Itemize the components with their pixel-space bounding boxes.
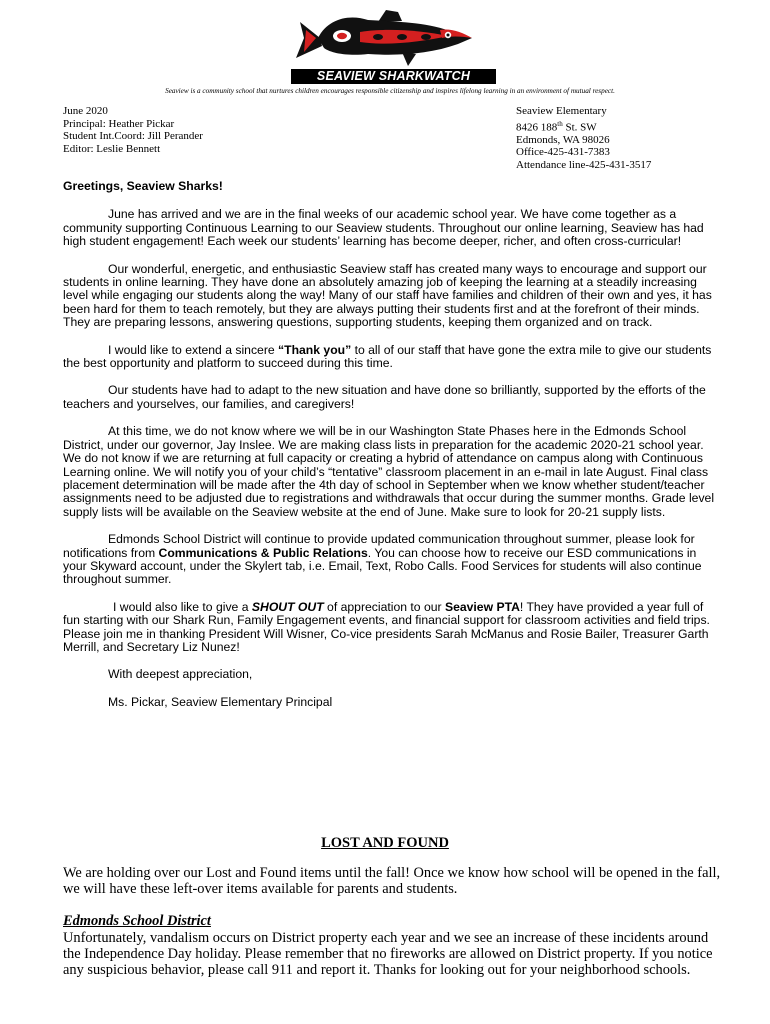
- lost-and-found-body: We are holding over our Lost and Found items until the fall! Once we know how school will be opened in the fall, we will have these left-over items available for parents and students.: [63, 865, 721, 898]
- city-line: Edmonds, WA 98026: [516, 133, 610, 146]
- letter-paragraph: Edmonds School District will continue to provide updated communication throughout summer, please look for notifications from Communications & Public Relations. You can choose how to receive our ESD communications in your Skyward account, under the Skylert tab, i.e. Email, Text, Robo Calls. Food Services for students will also continue throughout summer.: [63, 532, 702, 587]
- letter-closing: With deepest appreciation,: [108, 667, 253, 682]
- office-phone: Office-425-431-7383: [516, 146, 610, 159]
- header-left: [63, 105, 203, 155]
- shark-logo-icon: [290, 8, 500, 78]
- letter-paragraph: Our students have had to adapt to the new situation and have done so brilliantly, supported by the efforts of the teachers and yourselves, our families, and caregivers!: [63, 383, 706, 411]
- letter-paragraph: I would also like to give a SHOUT OUT of appreciation to our Seaview PTA! They have provided a year full of fun starting with our Shark Run, Family Engagement events, and financial support for classroom activities and field trips. Please join me in thanking President Will Wisner, Co-vice presidents Sarah McManus and Rosie Bailer, Treasurer Garth Merrill, and Secretary Liz Nunez!: [63, 599, 710, 654]
- editor-line: Editor: Leslie Bennett: [63, 142, 161, 155]
- lost-and-found-heading: LOST AND FOUND: [321, 835, 449, 851]
- header-right: [516, 105, 651, 172]
- letter-paragraph: I would like to extend a sincere “Thank you” to all of our staff that have gone the extra mile to give our students the best opportunity and platform to succeed during this time.: [63, 342, 712, 371]
- letter-paragraph: Our wonderful, energetic, and enthusiastic Seaview staff has created many ways to encourage and support our students in online learning. They have done an absolutely amazing job of keeping the learning at a steadily increasing level while engaging our students along the way! Many of our staff have families and children of their own and yes, it has been hard for them to teach remotely, but they are always putting their students first and at the forefront of their minds. They are preparing lessons, answering questions, supporting students, keeping them organized and on track.: [63, 261, 712, 330]
- attendance-phone: Attendance line-425-431-3517: [516, 159, 652, 172]
- principal-line: Principal: Heather Pickar: [63, 117, 175, 130]
- district-body: Unfortunately, vandalism occurs on District property each year and we see an increase of these incidents around the Independence Day holiday. Please remember that no fireworks are allowed on District property. If you notice any suspicious behavior, please call 911 and report it. Thanks for looking out for your neighborhood schools.: [63, 930, 713, 979]
- district-heading: Edmonds School District: [63, 913, 211, 929]
- school-tagline: Seaview is a community school that nurtures children encourages responsible citizenship and inspires lifelong learning in an environment of mutual respect.: [165, 87, 615, 95]
- newsletter-banner: SEAVIEW SHARKWATCH: [291, 69, 496, 84]
- letter-paragraph: June has arrived and we are in the final weeks of our academic school year. We have come together as a community supporting Continuous Learning to our Seaview students. Throughout our online learning, Seaview has had high student engagement! Each week our students’ learning has become deeper, richer, and often cross-curricular!: [63, 207, 704, 249]
- coordinator-line: Student Int.Coord: Jill Perander: [63, 130, 203, 143]
- letter-paragraph: At this time, we do not know where we will be in our Washington State Phases here in the Edmonds School District, under our governor, Jay Inslee. We are making class lists in preparation for the academic 2020-21 school year. We do not know if we are returning at full capacity or creating a hybrid of attendance on campus along with Continuous Learning online. We will notify you of your child’s “tentative” classroom placement in an e-mail in late August. Final class placement determination will be made after the 4th day of school in September when we know whether student/teacher assignments need to be adjusted due to registrations and withdrawals that occur during the summer months. Grade level supply lists will be available on the Seaview website at the end of June. Make sure to look for 20-21 supply lists.: [63, 424, 715, 519]
- letter-signature: Ms. Pickar, Seaview Elementary Principal: [108, 694, 333, 709]
- greeting: Greetings, Seaview Sharks!: [63, 179, 223, 193]
- street-address: 8426 188th St. SW: [516, 119, 597, 134]
- issue-date: June 2020: [63, 105, 108, 117]
- principal-letter: [63, 180, 723, 723]
- school-name: Seaview Elementary: [516, 105, 607, 117]
